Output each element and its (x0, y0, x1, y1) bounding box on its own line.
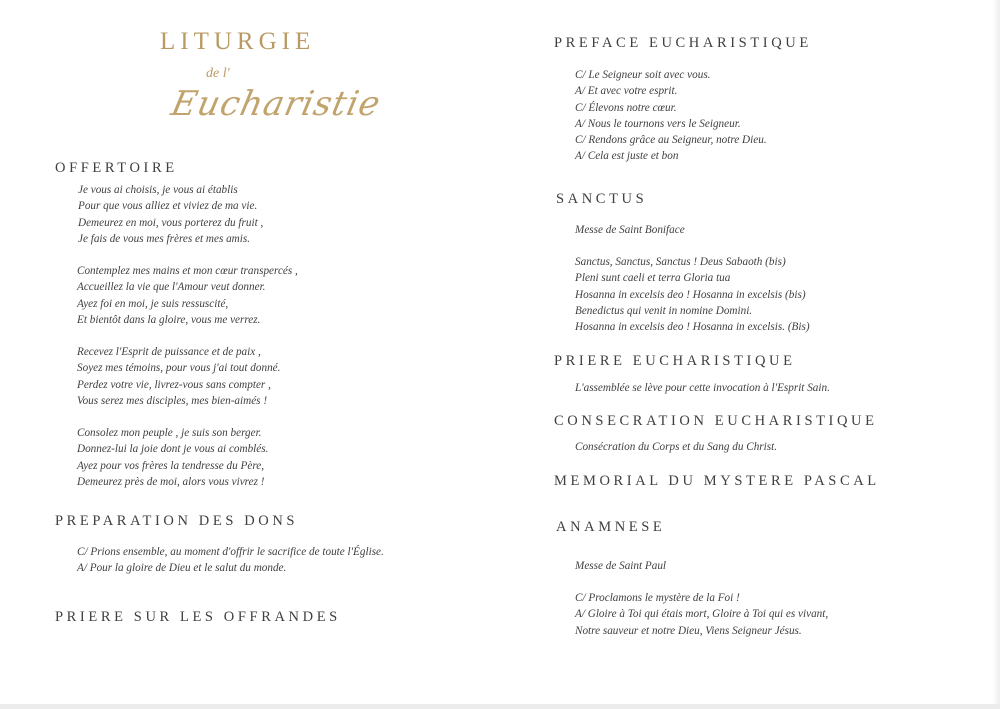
heading-priere-eucharistique: PRIERE EUCHARISTIQUE (554, 353, 796, 369)
dialogue-line: C/ Élevons notre cœur. (575, 101, 677, 114)
verse-line: Contemplez mes mains et mon cœur transpercés , (77, 265, 298, 277)
title-block (150, 28, 385, 128)
offertoire-stanza-2 (77, 263, 298, 328)
dialogue-line: A/ Nous le tournons vers le Seigneur. (575, 117, 741, 130)
heading-memorial: MEMORIAL DU MYSTERE PASCAL (554, 473, 880, 489)
verse-line: Recevez l'Esprit de puissance et de paix , (77, 346, 261, 358)
page-edge-shadow (992, 0, 1000, 709)
heading-offertoire: OFFERTOIRE (55, 160, 178, 176)
verse-line: Soyez mes témoins, pour vous j'ai tout donné. (77, 362, 281, 375)
dialogue-line: C/ Le Seigneur soit avec vous. (575, 69, 711, 81)
title-subtitle: de l' (206, 66, 230, 81)
sanctus-line: Benedictus qui venit in nomine Domini. (575, 304, 753, 317)
offertoire-stanza-1 (78, 182, 263, 247)
dialogue-line: A/ Gloire à Toi qui étais mort, Gloire à Toi qui es vivant, (575, 608, 829, 621)
heading-anamnese: ANAMNESE (556, 519, 666, 535)
sanctus-intro (575, 222, 685, 238)
preface-dialogue (575, 67, 767, 165)
verse-line: Accueillez la vie que l'Amour veut donner. (77, 281, 266, 294)
dialogue-line: C/ Rendons grâce au Seigneur, notre Dieu. (575, 134, 767, 147)
sanctus-text (575, 254, 810, 335)
preparation-text (77, 544, 384, 577)
verse-line: Vous serez mes disciples, mes bien-aimés ! (77, 394, 268, 407)
verse-line: Ayez pour vos frères la tendresse du Père, (77, 459, 265, 472)
anamnese-intro (575, 558, 666, 574)
priere-eucharistique-text (575, 380, 830, 396)
page-bottom-edge (0, 704, 1000, 709)
dialogue-line: A/ Pour la gloire de Dieu et le salut du monde. (77, 562, 287, 575)
instruction-line: Consécration du Corps et du Sang du Christ. (575, 441, 778, 453)
verse-line: Demeurez près de moi, alors vous vivrez ! (77, 475, 265, 488)
verse-line: Donnez-lui la joie dont je vous ai comblés. (77, 443, 269, 456)
dialogue-line: Notre sauveur et notre Dieu, Viens Seigneur Jésus. (575, 624, 802, 637)
sanctus-line: Hosanna in excelsis deo ! Hosanna in excelsis. (Bis) (575, 321, 810, 334)
verse-line: Pour que vous alliez et viviez de ma vie. (78, 200, 258, 213)
sanctus-line: Hosanna in excelsis deo ! Hosanna in excelsis (bis) (575, 288, 806, 301)
dialogue-line: A/ Et avec votre esprit. (575, 85, 678, 98)
verse-line: Je vous ai choisis, je vous ai établis (78, 184, 238, 196)
heading-sanctus: SANCTUS (556, 191, 648, 207)
dialogue-line: C/ Proclamons le mystère de la Foi ! (575, 592, 740, 604)
verse-line: Demeurez en moi, vous porterez du fruit , (78, 216, 264, 229)
verse-line: Et bientôt dans la gloire, vous me verrez. (77, 313, 261, 326)
heading-consecration: CONSECRATION EUCHARISTIQUE (554, 413, 878, 429)
sanctus-line: Pleni sunt caeli et terra Gloria tua (575, 272, 731, 285)
sanctus-line: Sanctus, Sanctus, Sanctus ! Deus Sabaoth (bis) (575, 256, 786, 268)
offertoire-stanza-4 (77, 425, 268, 490)
verse-line: Consolez mon peuple , je suis son berger. (77, 427, 262, 439)
mass-setting: Messe de Saint Boniface (575, 224, 685, 236)
verse-line: Perdez votre vie, livrez-vous sans compter , (77, 378, 271, 391)
heading-preface-eucharistique: PREFACE EUCHARISTIQUE (554, 35, 812, 51)
heading-priere-sur-les-offrandes: PRIERE SUR LES OFFRANDES (55, 609, 341, 625)
dialogue-line: C/ Prions ensemble, au moment d'offrir le sacrifice de toute l'Église. (77, 546, 384, 558)
verse-line: Je fais de vous mes frères et mes amis. (78, 232, 251, 245)
mass-setting: Messe de Saint Paul (575, 560, 667, 572)
heading-preparation-des-dons: PREPARATION DES DONS (55, 513, 299, 529)
offertoire-stanza-3 (77, 344, 280, 409)
dialogue-line: A/ Cela est juste et bon (575, 150, 679, 163)
consecration-text (575, 439, 777, 455)
instruction-line: L'assemblée se lève pour cette invocation à l'Esprit Sain. (575, 382, 830, 394)
verse-line: Ayez foi en moi, je suis ressuscité, (77, 297, 229, 310)
title-script: Eucharistie (167, 84, 385, 124)
main-title: LITURGIE (160, 28, 316, 55)
anamnese-text (575, 590, 828, 639)
